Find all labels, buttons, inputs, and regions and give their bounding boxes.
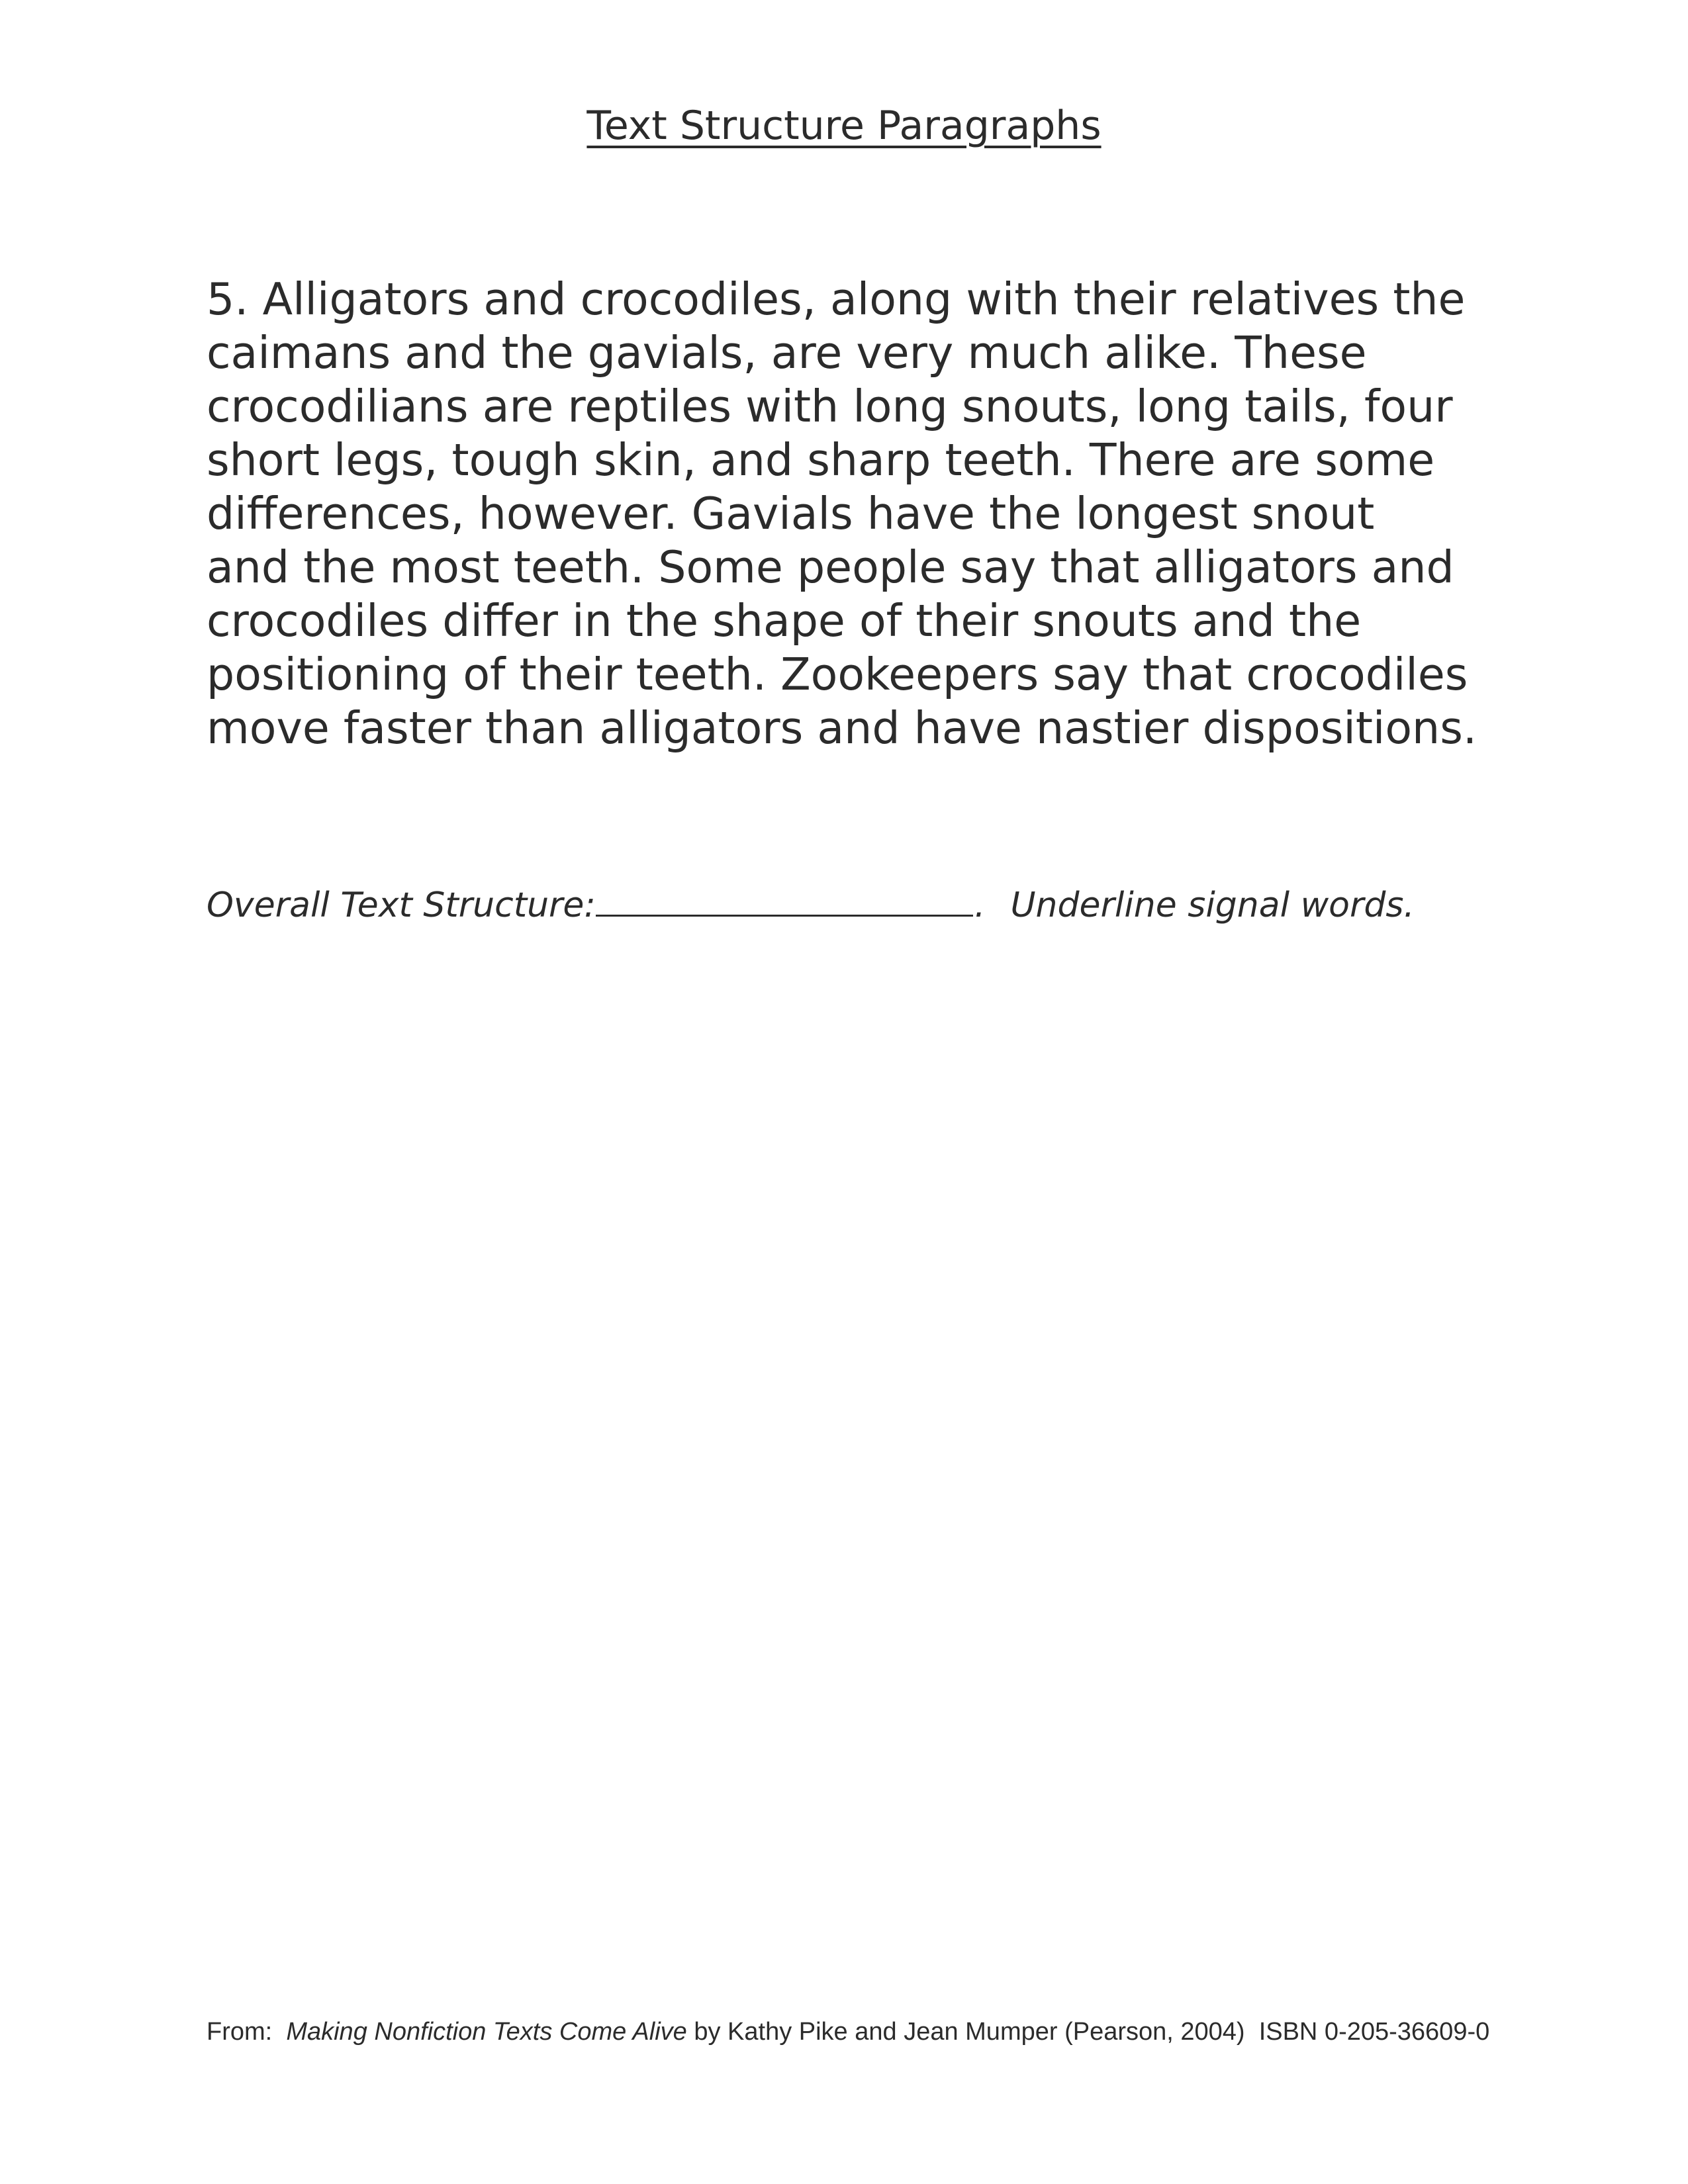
passage-line: move faster than alligators and have nastier dispositions.	[207, 702, 1477, 754]
passage-line: caimans and the gavials, are very much alike. These	[207, 327, 1367, 379]
passage-line: and the most teeth. Some people say that alligators and	[207, 541, 1454, 593]
prompt-label: Overall Text Structure:	[207, 886, 596, 925]
answer-blank[interactable]	[596, 880, 973, 917]
citation-book-title: Making Nonfiction Texts Come Alive	[286, 2018, 687, 2046]
passage-line: crocodiles differ in the shape of their snouts and the	[207, 595, 1362, 647]
passage-line: differences, however. Gavials have the longest snout	[207, 488, 1375, 539]
passage-line: short legs, tough skin, and sharp teeth. There are some	[207, 434, 1435, 486]
citation-details: by Kathy Pike and Jean Mumper (Pearson, 2004) ISBN 0-205-36609-0	[686, 2018, 1490, 2046]
text-structure-prompt	[207, 880, 1415, 929]
citation-prefix: From:	[207, 2018, 287, 2046]
passage-paragraph	[207, 273, 1530, 755]
passage-line: positioning of their teeth. Zookeepers say that crocodiles	[207, 649, 1468, 700]
source-citation	[207, 2015, 1489, 2048]
prompt-period: .	[974, 886, 986, 925]
passage-line: crocodilians are reptiles with long snouts, long tails, four	[207, 381, 1453, 432]
passage-line: 5. Alligators and crocodiles, along with their relatives the	[207, 273, 1466, 325]
prompt-instruction: Underline signal words.	[1010, 886, 1415, 925]
page-title: Text Structure Paragraphs	[586, 103, 1102, 149]
